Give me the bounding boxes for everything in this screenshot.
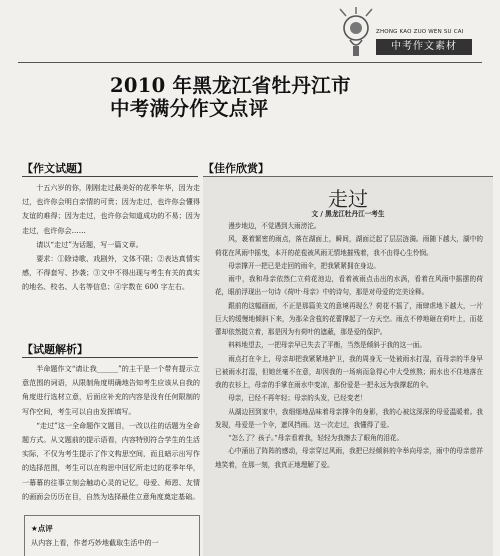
section-title-analysis: 【试题解析】 bbox=[22, 343, 88, 356]
title-line-1: 2010 年黑龙江省牡丹江市 bbox=[110, 74, 351, 97]
analysis-paragraph: 半命题作文“请让我______”的主干是一个带有提示立意范围的词语，从限制角度明确地告知考生应该从自我的角度进行选材立意，后面应补充的内容是没有任何限制的写作空间，考生可以自由发挥填写。 bbox=[22, 364, 200, 416]
prompt-paragraph: 十五六岁的你，刚刚走过最美好的花季年华，因为走过，也许你会明白亲情的可贵；因为走过，也许你会懂得友谊的难得；因为走过，也许你会知道成功的不易；因为走过，也许你会…… bbox=[22, 183, 200, 235]
essay-paragraph: 母亲撑开一把已是走回的雨伞，把我紧紧拥在身边。 bbox=[228, 261, 380, 270]
lamp-logo-icon bbox=[336, 6, 376, 60]
essay-body bbox=[215, 220, 483, 472]
analysis-paragraph: “走过”这一全命题作文题目，一改以往的话题为全命题方式。从文题前的提示语看，内容特别符合学生的生活实际，不仅为考生提示了作文构思空间，而且暗示出写作的选择范围，考生可以在构思中回忆所走过的花季年华，一幕幕的往事立刻会触动心灵的记忆，母爱、师恩、友情的画面会历历在目，自然为选择最佳立意角度奠定基础。 bbox=[22, 420, 200, 501]
prompt-paragraph: 请以“走过”为话题，写一篇文章。 bbox=[36, 239, 143, 249]
essay-paragraph: 雨点打在伞上，母亲却把我紧紧地护卫，我的周身无一处被雨水打湿，而母亲的半身早已被雨水打湿，但她丝毫不在意，却因我的一场病而急得心中大受煎熬；雨水也不住地落在我的衣衫上，母亲的手掌在雨水中变凉，那份爱是一把永远为我撑起的伞。 bbox=[215, 354, 483, 389]
prompt-text bbox=[22, 181, 200, 295]
header-pinyin: ZHONG KAO ZUO WEN SU CAI bbox=[376, 29, 464, 35]
title-line-2: 中考满分作文点评 bbox=[110, 97, 269, 120]
essay-panel bbox=[203, 176, 493, 556]
article-title bbox=[110, 74, 351, 120]
section-title-prompt: 【作文试题】 bbox=[22, 162, 88, 175]
comment-box bbox=[24, 515, 200, 556]
essay-paragraph: 雨中，我和母亲依然仁立荷花池边，看着被雨点击出的水涡，看着在风雨中摇摆的荷花，眼前浮现出一句诗《荷叶·母亲》中的诗句，那是对母爱的完美诠释。 bbox=[215, 275, 483, 297]
analysis-text bbox=[22, 362, 200, 504]
essay-title: 走过 bbox=[328, 187, 368, 211]
essay-paragraph: 母亲，已经不再年轻；母亲的头发，已经变老！ bbox=[228, 394, 367, 403]
section-title-essay: 【佳作欣赏】 bbox=[203, 162, 269, 175]
essay-paragraph: 风，裹着繁密的雨点，落在湖面上，瞬间，湖面泛起了层层涟漪。雨随下越大，湖中的荷花在风雨中摇曳，本开的花苞被风雨无情地摧残着，我不由得心生怜悯。 bbox=[215, 235, 483, 257]
essay-paragraph: “怎么了？孩子。”母亲看着我，轻轻为我擦去了眼角的泪花。 bbox=[228, 434, 404, 442]
page-header bbox=[0, 0, 500, 66]
comment-label: ★点评 bbox=[31, 524, 53, 533]
essay-paragraph: 从湖边回到家中，我细细地品味着母亲撑伞的身影，我的心被这深深的母爱温暖着。我发现，母爱是一个伞，遮风挡雨。这一次走过，我懂得了爱。 bbox=[215, 407, 483, 429]
essay-paragraph: 跟前的这幅画面，不正是那篇美文的意境再现么？荷花不摇了，雨肆虐地下越大，一片巨大的缓慢地倾斜下来，为那朵含苞的花蕾撑起了一方天空。雨点不停地砸在荷叶上，而花蕾却依然挺立着，那是因为有荷叶的遮蔽，那是爱的保护。 bbox=[215, 301, 483, 336]
essay-paragraph: 漫步地边，不觉遇到大雨滂沱。 bbox=[228, 222, 321, 230]
essay-paragraph: 心中涌出了阵阵的感动，母亲穿过风雨，我把已经倾斜的伞举向母亲，雨中的母亲慈祥地笑着，在那一刻，我真正地理解了爱。 bbox=[215, 447, 483, 469]
column-banner: 中考作文素材 bbox=[376, 39, 472, 55]
prompt-paragraph: 要求：①除诗歌、戏剧外，文体不限；②表达真情实感，不得套写、抄袭；③文中不得出现与考生有关的真实的地名、校名、人名等信息；④字数在 600 字左右。 bbox=[22, 254, 200, 292]
header-divider bbox=[18, 62, 482, 63]
essay-author: 文 / 黑龙江牡丹江一考生 bbox=[311, 210, 385, 218]
section-rule bbox=[22, 176, 198, 177]
comment-text: 从内容上看，作者巧妙地截取生活中的一 bbox=[31, 538, 159, 547]
essay-paragraph: 料料地望去，一把母亲早已失去了平衡，当然是倾斜于我的这一面。 bbox=[228, 341, 426, 350]
section-rule bbox=[22, 357, 198, 358]
